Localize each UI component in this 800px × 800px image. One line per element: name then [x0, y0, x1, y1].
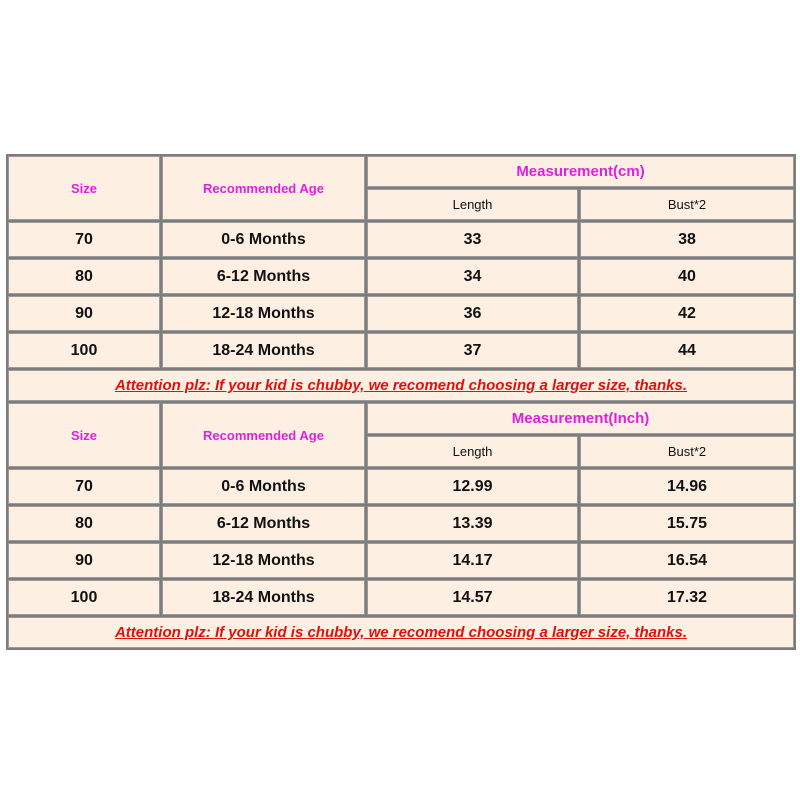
size-header: Size — [8, 403, 160, 467]
bust-header: Bust*2 — [580, 189, 794, 220]
inch-header-row — [8, 403, 794, 434]
age-cell: 6-12 Months — [162, 259, 365, 294]
size-cell: 100 — [8, 580, 160, 615]
length-cell: 13.39 — [367, 506, 578, 541]
bust-cell: 40 — [580, 259, 794, 294]
table-row — [8, 506, 794, 541]
table-row — [8, 296, 794, 331]
length-cell: 34 — [367, 259, 578, 294]
cm-header-row — [8, 156, 794, 187]
length-cell: 33 — [367, 222, 578, 257]
size-cell: 90 — [8, 296, 160, 331]
bust-header: Bust*2 — [580, 436, 794, 467]
attention-row — [8, 370, 794, 401]
attention-row — [8, 617, 794, 648]
length-cell: 14.57 — [367, 580, 578, 615]
table-row — [8, 333, 794, 368]
age-cell: 6-12 Months — [162, 506, 365, 541]
size-cell: 70 — [8, 469, 160, 504]
age-cell: 12-18 Months — [162, 296, 365, 331]
age-cell: 0-6 Months — [162, 469, 365, 504]
recommended-age-header: Recommended Age — [162, 403, 365, 467]
bust-cell: 14.96 — [580, 469, 794, 504]
table-row — [8, 469, 794, 504]
size-cell: 80 — [8, 506, 160, 541]
table-row — [8, 259, 794, 294]
age-cell: 18-24 Months — [162, 580, 365, 615]
age-cell: 18-24 Months — [162, 333, 365, 368]
length-header: Length — [367, 436, 578, 467]
length-cell: 37 — [367, 333, 578, 368]
size-cell: 70 — [8, 222, 160, 257]
measurement-inch-header: Measurement(Inch) — [367, 403, 794, 434]
age-cell: 0-6 Months — [162, 222, 365, 257]
length-cell: 12.99 — [367, 469, 578, 504]
age-cell: 12-18 Months — [162, 543, 365, 578]
bust-cell: 17.32 — [580, 580, 794, 615]
attention-note: Attention plz: If your kid is chubby, we recomend choosing a larger size, thanks. — [8, 617, 794, 648]
length-cell: 14.17 — [367, 543, 578, 578]
measurement-cm-header: Measurement(cm) — [367, 156, 794, 187]
table-row — [8, 580, 794, 615]
size-chart-table — [6, 154, 796, 650]
bust-cell: 16.54 — [580, 543, 794, 578]
bust-cell: 42 — [580, 296, 794, 331]
length-cell: 36 — [367, 296, 578, 331]
bust-cell: 38 — [580, 222, 794, 257]
bust-cell: 15.75 — [580, 506, 794, 541]
attention-note: Attention plz: If your kid is chubby, we recomend choosing a larger size, thanks. — [8, 370, 794, 401]
table-row — [8, 222, 794, 257]
table-row — [8, 543, 794, 578]
size-cell: 90 — [8, 543, 160, 578]
length-header: Length — [367, 189, 578, 220]
size-header: Size — [8, 156, 160, 220]
size-cell: 100 — [8, 333, 160, 368]
size-cell: 80 — [8, 259, 160, 294]
recommended-age-header: Recommended Age — [162, 156, 365, 220]
bust-cell: 44 — [580, 333, 794, 368]
